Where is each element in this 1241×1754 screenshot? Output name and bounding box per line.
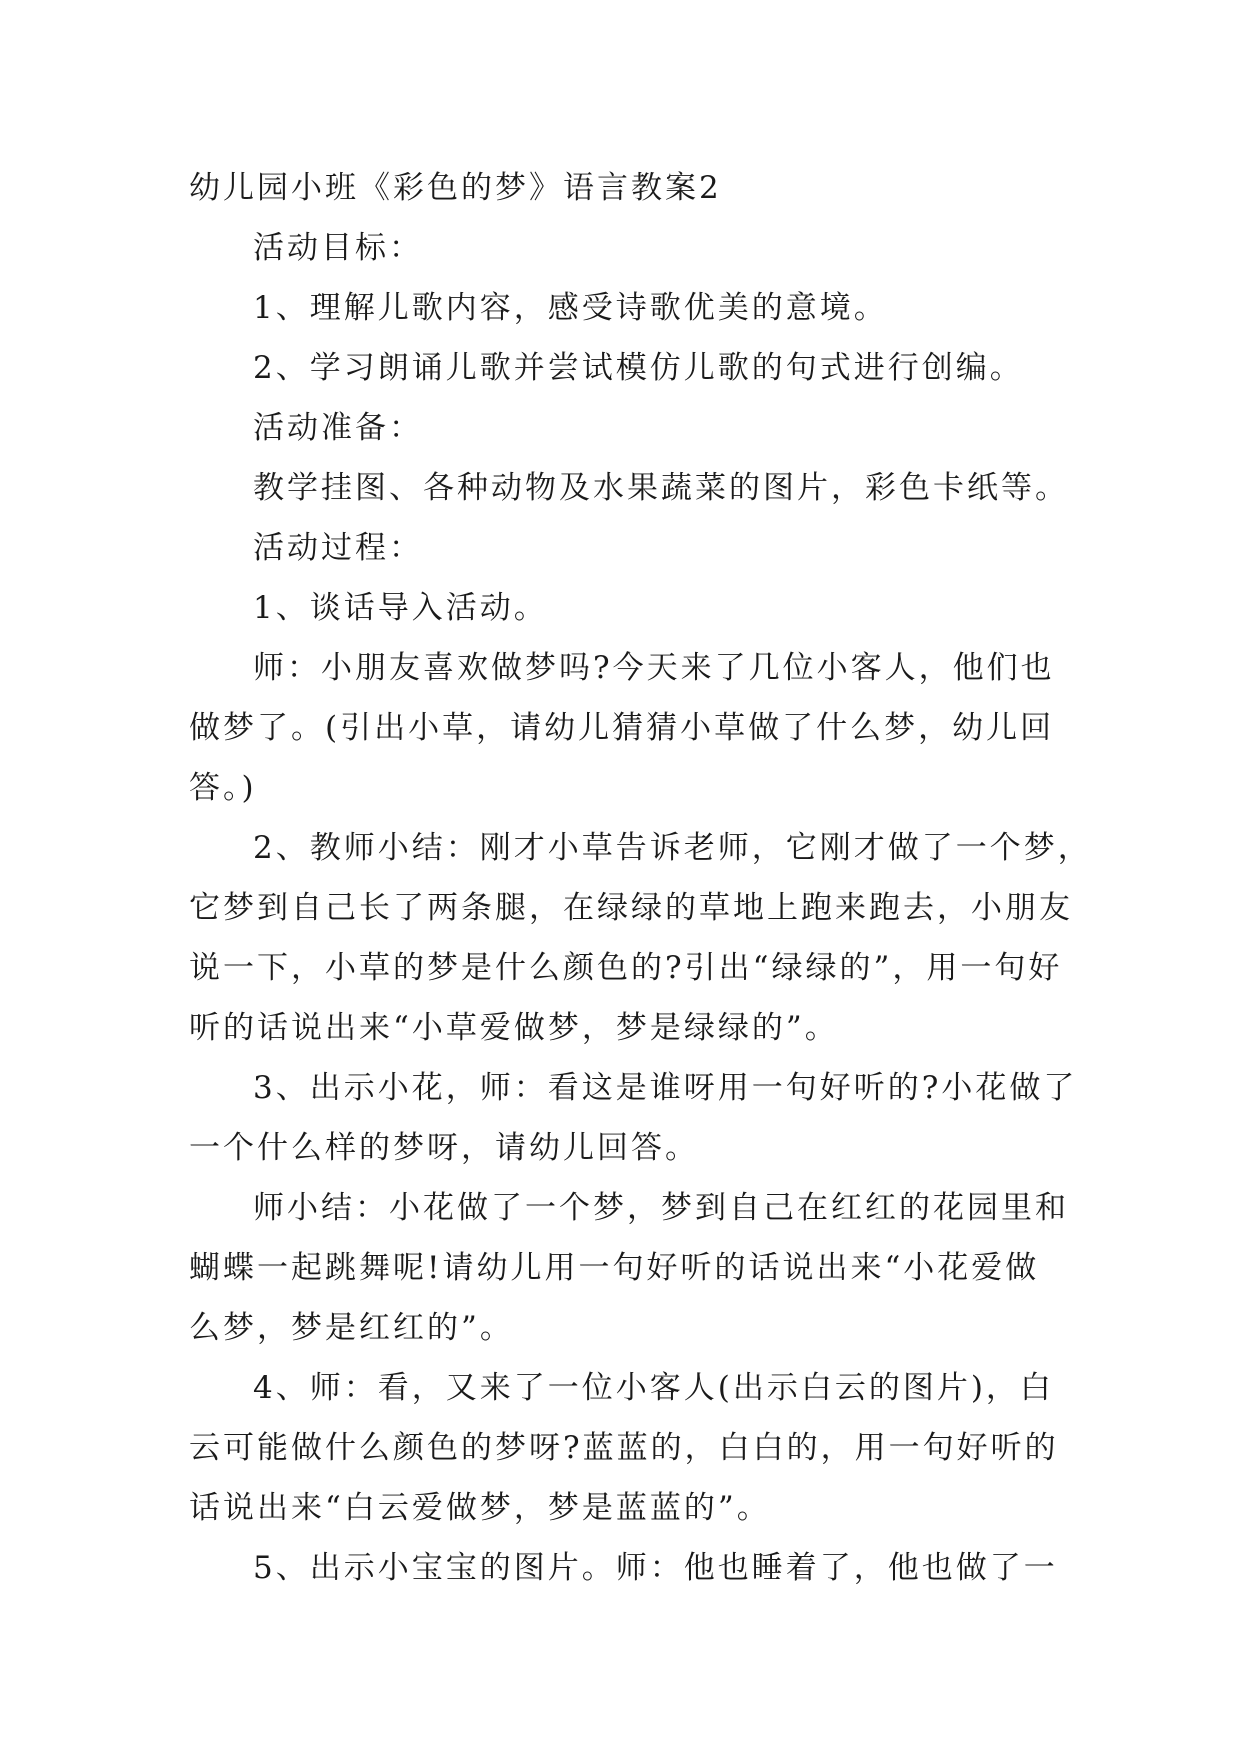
paragraph-line: 蝴蝶一起跳舞呢!请幼儿用一句好听的话说出来“小花爱做 (189, 1250, 1040, 1286)
paragraph (189, 338, 1059, 398)
document-title: 幼儿园小班《彩色的梦》语言教案2 (189, 170, 722, 206)
paragraph-line: 4、师：看，又来了一位小客人(出示白云的图片)，白 (253, 1370, 1054, 1406)
paragraph-line: 听的话说出来“小草爱做梦，梦是绿绿的”。 (189, 1010, 839, 1046)
paragraph-line: 做梦了。(引出小草，请幼儿猜猜小草做了什么梦，幼儿回 (189, 710, 1055, 746)
paragraph (189, 398, 1059, 458)
paragraph-line: 师：小朋友喜欢做梦吗?今天来了几位小客人，他们也 (253, 650, 1055, 686)
paragraph-line: 1、谈话导入活动。 (253, 590, 548, 626)
paragraph (189, 278, 1059, 338)
paragraph-line: 一个什么样的梦呀，请幼儿回答。 (189, 1130, 699, 1166)
paragraph (189, 638, 1059, 818)
paragraph (189, 1538, 1059, 1598)
paragraph-line: 答。) (189, 770, 257, 806)
paragraph-line: 2、学习朗诵儿歌并尝试模仿儿歌的句式进行创编。 (253, 350, 1024, 386)
paragraph (189, 518, 1059, 578)
paragraph-line: 话说出来“白云爱做梦，梦是蓝蓝的”。 (189, 1490, 771, 1526)
paragraph (189, 1058, 1078, 1178)
paragraph (189, 458, 1069, 518)
paragraph-line: 教学挂图、各种动物及水果蔬菜的图片，彩色卡纸等。 (253, 470, 1069, 506)
paragraph-line: 么梦，梦是红红的”。 (189, 1310, 514, 1346)
paragraph (189, 218, 1059, 278)
paragraph-line: 2、教师小结：刚才小草告诉老师，它刚才做了一个梦， (253, 830, 1092, 866)
paragraph-line: 活动过程： (253, 530, 423, 566)
paragraph-line: 1、理解儿歌内容，感受诗歌优美的意境。 (253, 290, 888, 326)
paragraph-line: 它梦到自己长了两条腿，在绿绿的草地上跑来跑去，小朋友 (189, 890, 1073, 926)
paragraph (189, 578, 1059, 638)
paragraph-line: 说一下，小草的梦是什么颜色的?引出“绿绿的”，用一句好 (189, 950, 1063, 986)
paragraph-line: 活动准备： (253, 410, 423, 446)
paragraph-line: 5、出示小宝宝的图片。师：他也睡着了，他也做了一 (253, 1550, 1058, 1586)
paragraph-list (189, 218, 1092, 1598)
document-body (189, 158, 1092, 1598)
paragraph (189, 1178, 1069, 1358)
paragraph (189, 1358, 1059, 1538)
paragraph-line: 云可能做什么颜色的梦呀?蓝蓝的，白白的，用一句好听的 (189, 1430, 1059, 1466)
paragraph-line: 3、出示小花，师：看这是谁呀用一句好听的?小花做了 (253, 1070, 1078, 1106)
paragraph-line: 师小结：小花做了一个梦，梦到自己在红红的花园里和 (253, 1190, 1069, 1226)
paragraph-line: 活动目标： (253, 230, 423, 266)
paragraph (189, 818, 1092, 1058)
